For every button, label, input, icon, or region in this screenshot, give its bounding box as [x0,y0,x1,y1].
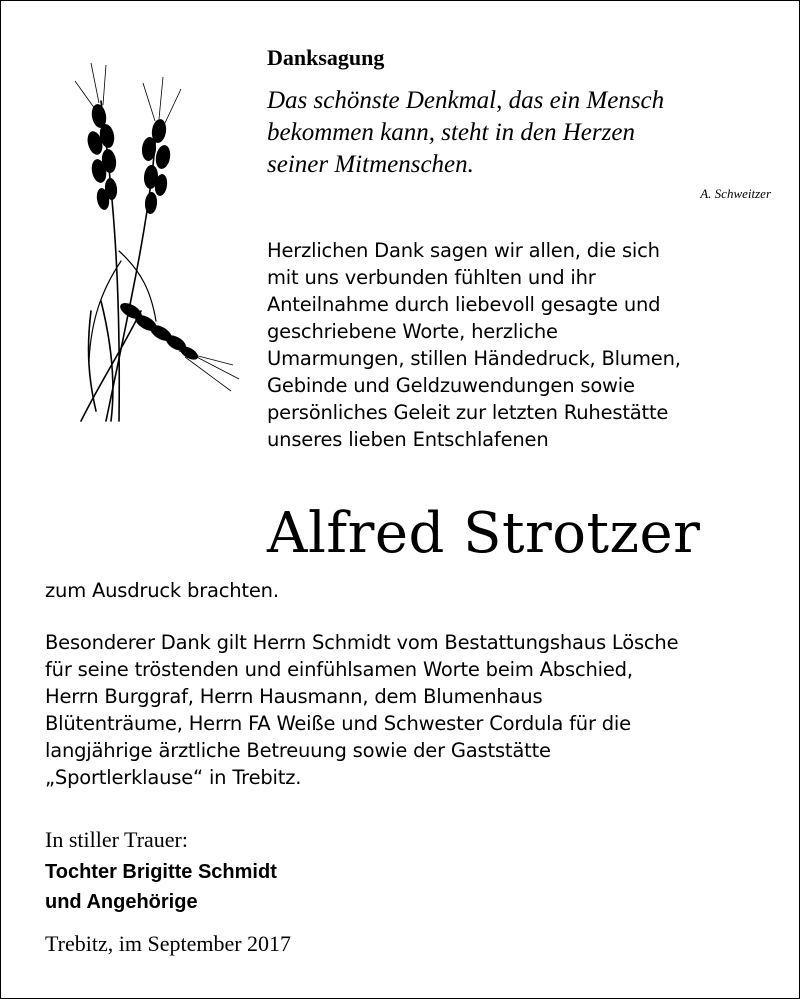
place-date: Trebitz, im September 2017 [45,931,292,956]
notice-heading: Danksagung [267,45,385,70]
quote-text: Das schönste Denkmal, das ein Mensch bekommen kann, steht in den Herzen seiner Mitmenschen. [267,87,665,178]
signers: Tochter Brigitte Schmidt und Angehörige [45,861,277,913]
thanks-closing: zum Ausdruck brachten. [45,579,279,602]
mourning-label: In stiller Trauer: [45,827,188,852]
thanks-paragraph: Herzlichen Dank sagen wir allen, die sich mit uns verbunden fühlten und ihr Anteilnahme durch liebevoll gesagte und geschriebene Worte, herzliche Umarmungen, stillen Händedruck, Blumen, Gebinde und Geldzuwendungen sowie persönliches Geleit zur letzten Ruhestätte unseres lieben Entschlafenen [267,239,681,451]
deceased-name: Alfred Strotzer [267,501,701,566]
quote-author: A. Schweitzer [700,186,771,201]
special-thanks-paragraph: Besonderer Dank gilt Herrn Schmidt vom Bestattungshaus Lösche für seine tröstenden und einfühlsamen Worte beim Abschied, Herrn Burggraf, Herrn Hausmann, dem Blumenhaus Blütenträume, Herrn FA Weiße und Schwester Cordula für die langjährige ärztliche Betreuung sowie der Gaststätte „Sportlerklause“ in Trebitz. [45,631,679,789]
wheat-ears-icon [61,61,241,431]
